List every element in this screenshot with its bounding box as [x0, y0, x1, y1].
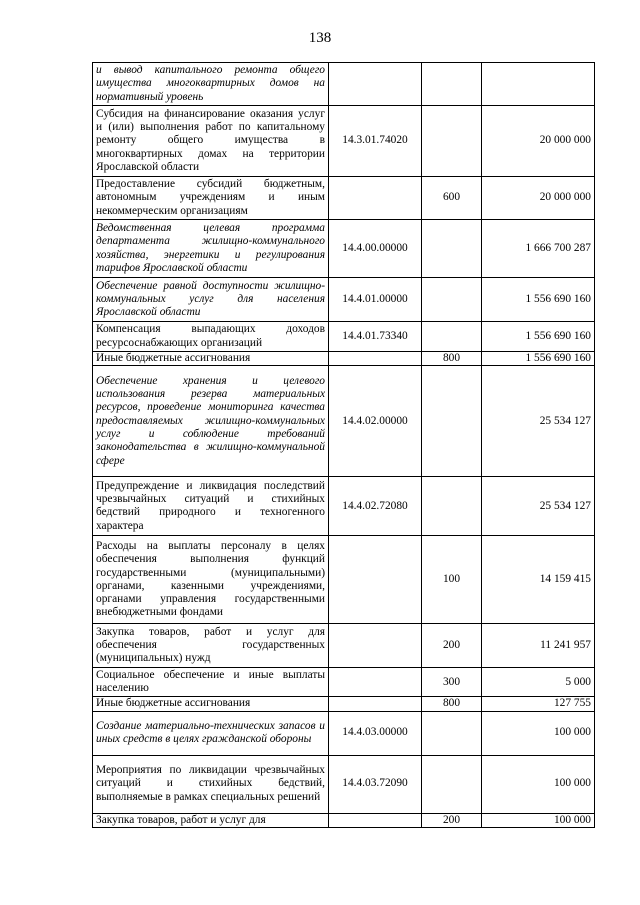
row-code-cell: 14.4.01.00000: [329, 278, 422, 322]
row-code-cell: [329, 352, 422, 366]
row-sum-cell: 5 000: [482, 668, 595, 697]
row-name-cell: Иные бюджетные ассигнования: [93, 352, 329, 366]
row-expense-type-cell: 600: [422, 177, 482, 220]
row-sum-cell: 100 000: [482, 813, 595, 827]
row-sum-cell: 20 000 000: [482, 106, 595, 177]
row-sum-cell: 1 556 690 160: [482, 322, 595, 352]
table-row: [93, 106, 595, 177]
table-row: [93, 352, 595, 366]
table-row: [93, 366, 595, 477]
row-expense-type-cell: 300: [422, 668, 482, 697]
row-expense-type-cell: [422, 322, 482, 352]
table-row: [93, 668, 595, 697]
row-expense-type-cell: [422, 220, 482, 278]
table-row: [93, 63, 595, 106]
row-name-cell: Расходы на выплаты персоналу в целях обеспечения выполнения функций государственными (муниципальными) органами, казенными учреждениями, органами управления государственными внебюджетными фондами: [93, 536, 329, 624]
table-row: [93, 536, 595, 624]
row-name-cell: Предупреждение и ликвидация последствий чрезвычайных ситуаций и стихийных бедствий природного и техногенного характера: [93, 477, 329, 536]
row-sum-cell: 20 000 000: [482, 177, 595, 220]
row-code-cell: [329, 697, 422, 711]
row-expense-type-cell: [422, 477, 482, 536]
row-code-cell: 14.4.03.72090: [329, 755, 422, 813]
row-name-cell: и вывод капитального ремонта общего имущества многоквартирных домов на нормативный уровень: [93, 63, 329, 106]
row-sum-cell: 100 000: [482, 711, 595, 755]
row-expense-type-cell: 200: [422, 624, 482, 668]
table-row: [93, 477, 595, 536]
row-code-cell: [329, 813, 422, 827]
row-expense-type-cell: 100: [422, 536, 482, 624]
table-row: [93, 322, 595, 352]
table-row: [93, 697, 595, 711]
row-name-cell: Мероприятия по ликвидации чрезвычайных ситуаций и стихийных бедствий, выполняемые в рамках специальных решений: [93, 755, 329, 813]
row-expense-type-cell: [422, 106, 482, 177]
row-sum-cell: 1 666 700 287: [482, 220, 595, 278]
row-name-cell: Создание материально-технических запасов и иных средств в целях гражданской обороны: [93, 711, 329, 755]
table-row: [93, 755, 595, 813]
row-code-cell: 14.4.01.73340: [329, 322, 422, 352]
row-expense-type-cell: 200: [422, 813, 482, 827]
row-name-cell: Обеспечение хранения и целевого использования резерва материальных ресурсов, проведение мониторинга качества предоставляемых жилищно-коммунальных услуг и соблюдение требований законодательства в жилищно-коммунальной сфере: [93, 366, 329, 477]
table-row: [93, 278, 595, 322]
row-code-cell: 14.4.03.00000: [329, 711, 422, 755]
row-code-cell: 14.4.02.00000: [329, 366, 422, 477]
row-expense-type-cell: 800: [422, 697, 482, 711]
row-code-cell: 14.4.00.00000: [329, 220, 422, 278]
row-code-cell: [329, 63, 422, 106]
row-sum-cell: 25 534 127: [482, 366, 595, 477]
table-row: [93, 177, 595, 220]
row-code-cell: [329, 668, 422, 697]
row-name-cell: Предоставление субсидий бюджетным, автономным учреждениям и иным некоммерческим организациям: [93, 177, 329, 220]
row-sum-cell: [482, 63, 595, 106]
row-expense-type-cell: [422, 278, 482, 322]
table-row: [93, 624, 595, 668]
row-code-cell: 14.3.01.74020: [329, 106, 422, 177]
row-code-cell: [329, 177, 422, 220]
table-row: [93, 813, 595, 827]
row-sum-cell: 127 755: [482, 697, 595, 711]
row-expense-type-cell: [422, 755, 482, 813]
row-expense-type-cell: [422, 366, 482, 477]
row-name-cell: Закупка товаров, работ и услуг для: [93, 813, 329, 827]
budget-table-body: [93, 63, 595, 828]
row-code-cell: [329, 536, 422, 624]
row-code-cell: 14.4.02.72080: [329, 477, 422, 536]
row-sum-cell: 25 534 127: [482, 477, 595, 536]
row-sum-cell: 11 241 957: [482, 624, 595, 668]
table-row: [93, 220, 595, 278]
row-expense-type-cell: 800: [422, 352, 482, 366]
row-name-cell: Закупка товаров, работ и услуг для обеспечения государственных (муниципальных) нужд: [93, 624, 329, 668]
row-sum-cell: 14 159 415: [482, 536, 595, 624]
row-name-cell: Субсидия на финансирование оказания услуг и (или) выполнения работ по капитальному ремонту общего имущества в многоквартирных домах на территории Ярославской области: [93, 106, 329, 177]
page-number: 138: [308, 30, 332, 46]
row-code-cell: [329, 624, 422, 668]
row-name-cell: Социальное обеспечение и иные выплаты населению: [93, 668, 329, 697]
row-sum-cell: 100 000: [482, 755, 595, 813]
row-sum-cell: 1 556 690 160: [482, 278, 595, 322]
row-name-cell: Иные бюджетные ассигнования: [93, 697, 329, 711]
row-name-cell: Ведомственная целевая программа департамента жилищно-коммунального хозяйства, энергетики и регулирования тарифов Ярославской области: [93, 220, 329, 278]
row-expense-type-cell: [422, 63, 482, 106]
row-name-cell: Компенсация выпадающих доходов ресурсоснабжающих организаций: [93, 322, 329, 352]
table-row: [93, 711, 595, 755]
row-sum-cell: 1 556 690 160: [482, 352, 595, 366]
row-name-cell: Обеспечение равной доступности жилищно-коммунальных услуг для населения Ярославской области: [93, 278, 329, 322]
row-expense-type-cell: [422, 711, 482, 755]
budget-table: [92, 62, 595, 828]
